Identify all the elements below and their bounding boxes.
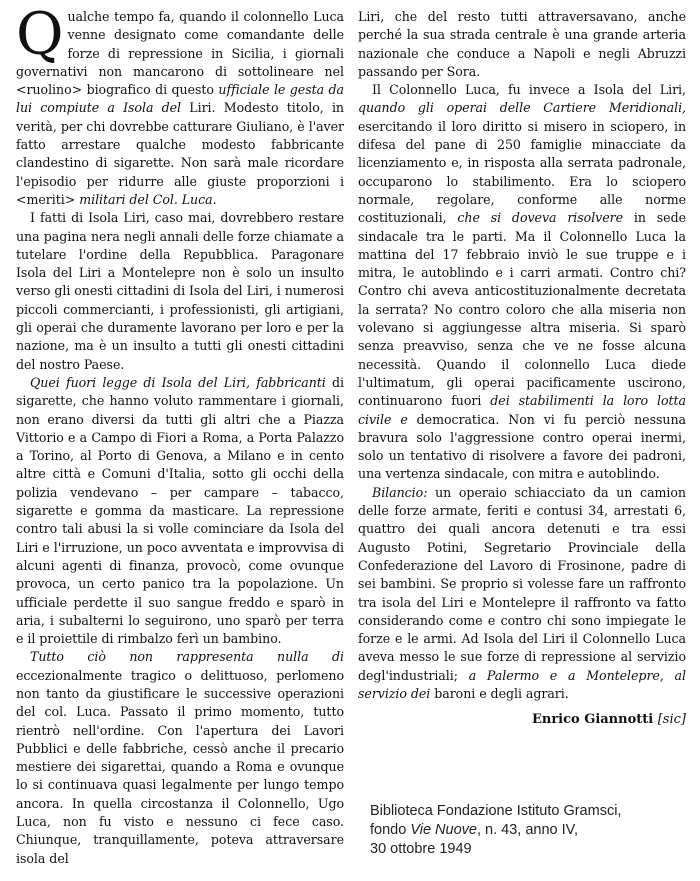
text-run: esercitando il loro diritto si misero in sciopero, in difesa del pane di 250 famiglie minacciate da licenziamento e, in risposta alla serrata padronale, occuparono lo stabilimento. Era lo sciopero normale, regolare, conforme alle norme costituzionali, [358, 118, 686, 226]
italic-run: quando gli operai delle Cartiere Meridionali, [358, 100, 686, 116]
italic-run: che si doveva risolvere [457, 210, 624, 226]
source-line-1: Biblioteca Fondazione Istituto Gramsci, [370, 803, 622, 819]
text-run: Liri. Modesto titolo, in verità, per chi dovrebbe catturare Giuliano, è l'aver fatto arrestare qualche modesto fabbricante clandestino di sigarette. Non sarà male ricordare l'episodio per ridurre alle giuste proporzioni i <meriti> [16, 100, 344, 207]
text-run: eccezionalmente tragico o delittuoso, perlomeno non tanto da giustificare le successive operazioni del col. Luca. Passato il primo momento, tutto rientrò nell'ordine. Con l'apertura dei Lavori Pubblici e delle fabbriche, cessò anche il precario mestiere dei sigarettai, quando a Roma e ovunque lo si continuava quasi legalmente per lungo tempo ancora. In quella circostanza il Colonnello, Ugo Luca, non fu visto e nessuno ci fece caso. Chiunque, tranquillamente, poteva attraversare isola del [16, 667, 344, 866]
text-run: in sede sindacale tra le parti. Ma il Colonnello Luca la mattina del 17 febbraio inviò le sue truppe e i mitra, le autoblindo e i carri armati. Contro chi? Contro chi aveva anticostituzionalmente decretata la serrata? No contro coloro che alla miseria non volevano si aggiungesse altra miseria. Si sparò senza preavviso, senza che ve ne fosse alcuna necessità. Quando il colonnello Luca diede l'ultimatum, gli operai pacificamente uscirono, continuarono fuori [358, 210, 686, 409]
text-run: di sigarette, che hanno voluto rammentare i giornali, non erano diversi da tutti gli altri che a Piazza Vittorio e a Campo di Fiori a Roma, a Porta Palazzo a Torino, al Porto di Genova, a Milano e in cento altre città e Comuni d'Italia, sotto gli occhi della polizia vendevano – per campare – tabacco, sigarette e gomma da masticare. La repressione contro tali abusi la si volle cominciare da Isola del Liri e l'irruzione, un poco avventata e improvvisa di alcuni agenti di finanza, provocò, come ovunque provoca, un certo panico tra la popolazione. Un ufficiale perdette il suo sangue freddo e sparò in aria, i subalterni lo seguirono, uno sparò per terra e il proiettile di rimbalzo ferì un bambino. [16, 374, 344, 647]
italic-run: Tutto ciò non rappresenta nulla di [30, 649, 344, 665]
right-column [358, 8, 686, 703]
text-run: fondo [370, 822, 411, 838]
paragraph-5 [358, 81, 686, 484]
source-line-2 [370, 821, 690, 840]
left-column [16, 0, 344, 868]
text-run: Il Colonnello Luca, fu invece a Isola del Liri, [372, 82, 686, 98]
sic-note: [sic] [657, 712, 686, 727]
author-name: Enrico Giannotti [531, 712, 654, 727]
italic-run: a Palermo e a Montelepre, al servizio dei [358, 667, 686, 701]
paragraph-3 [16, 374, 344, 648]
drop-cap: Q [16, 0, 64, 68]
text-run: un operaio schiacciato da un camion delle forze armate, feriti e contusi 34, arrestati 6, quattro dei quali ancora detenuti e tra essi Augusto Potini, Segretario Provinciale della Confederazione del Lavoro di Frosinone, padre di sei bambini. Se proprio si volesse fare un raffronto tra isola del Liri e Montelepre il raffronto va fatto considerando come e contro chi sono impiegate le forze e le armi. Ad Isola del Liri il Colonnello Luca aveva messo le sue forze di repressione al servizio degl'industriali; [358, 484, 686, 683]
text-run: , n. 43, anno IV, [476, 822, 579, 838]
text-run: ualche tempo fa, quando il colonnello Luca venne designato come comandante delle forze di repressione in Sicilia, i giornali governativi non mancarono di sottolineare nel <ruolino> biografico di questo [16, 9, 344, 98]
italic-run: dei stabilimenti la loro lotta civile e [358, 393, 686, 427]
author-signature [358, 712, 686, 727]
text-run: democratica. Non vi fu perciò nessuna bravura solo l'aggressione contro operai inermi, solo un tentativo di risolvere a favore dei padroni, una vertenza sindacale, con mitra e autoblindo. [358, 411, 686, 482]
italic-run: ufficiale le gesta da lui compiute a Isola del [16, 82, 344, 116]
paragraph-2: I fatti di Isola Liri, caso mai, dovrebbero restare una pagina nera negli annali delle forze chiamate a tutelare l'ordine della Repubblica. Paragonare Isola del Liri a Montelepre non è solo un insulto verso gli onesti cittadini di Isola del Liri, i numerosi piccoli commercianti, i professionisti, gli artigiani, gli operai che duramente lavorano per loro e per la nazione, ma è un insulto a tutti gli onesti cittadini del nostro Paese. [16, 210, 344, 372]
italic-run: Quei fuori legge di Isola del Liri, fabbricanti [30, 374, 326, 390]
publication-title: Vie Nuove [410, 822, 477, 838]
paragraph-continued: Liri, che del resto tutti attraversavano, anche perché la sua strada centrale è una grande arteria nazionale che conduce a Napoli e negli Abruzzi passando per Sora. [358, 9, 686, 79]
source-citation [370, 802, 690, 859]
paragraph-4 [16, 648, 344, 868]
source-line-3: 30 ottobre 1949 [370, 841, 472, 857]
italic-run: militari del Col. Luca. [79, 191, 217, 207]
text-run: baroni e degli agrari. [430, 685, 569, 701]
italic-run: Bilancio: [372, 484, 428, 500]
paragraph-1 [16, 0, 344, 209]
paragraph-6 [358, 484, 686, 704]
